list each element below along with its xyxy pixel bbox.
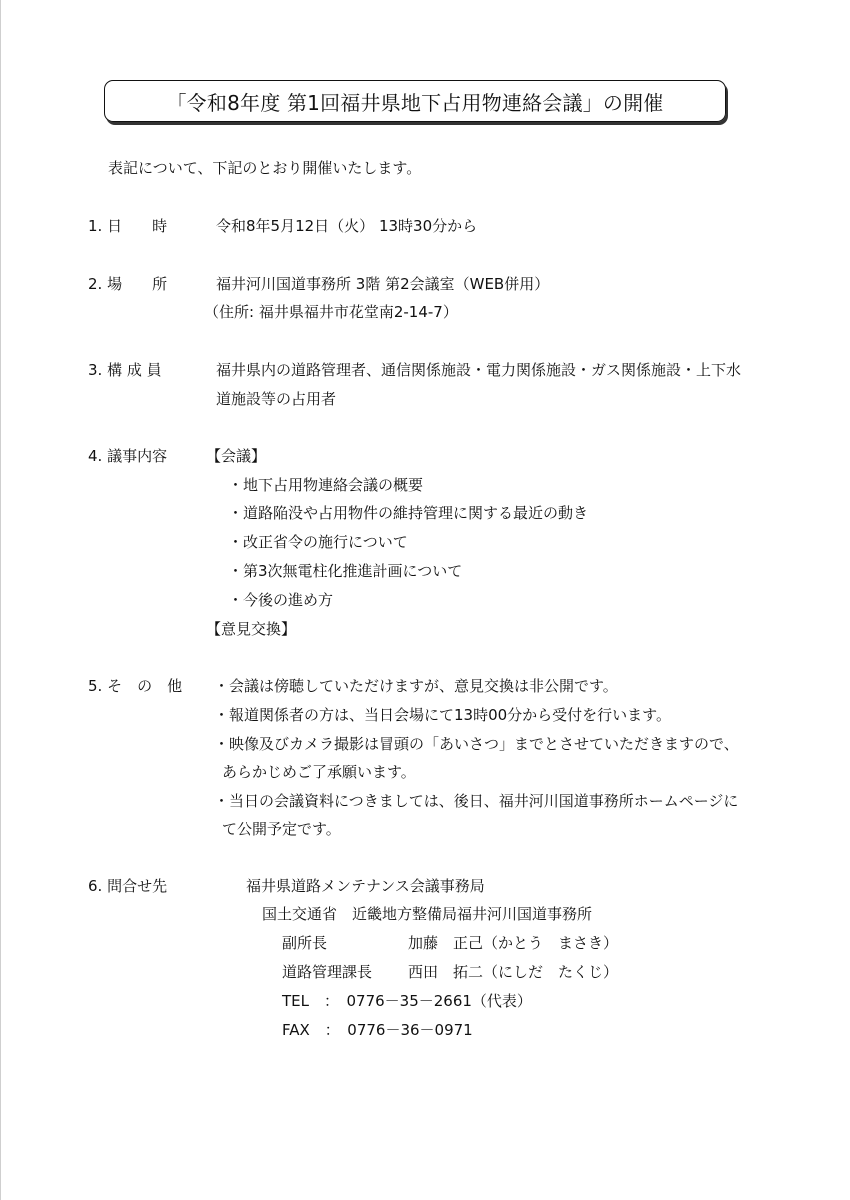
place-label: 2. 場 所 (88, 275, 168, 293)
members-line-2: 道施設等の占用者 (216, 390, 337, 408)
agenda-exchange-header: 【意見交換】 (206, 620, 297, 638)
contact-tel: TEL ： 0776－35－2661（代表） (282, 992, 532, 1010)
place-address: （住所: 福井県福井市花堂南2-14-7） (204, 303, 458, 321)
agenda-label: 4. 議事内容 (88, 447, 168, 465)
agenda-item: ・改正省令の施行について (228, 533, 408, 551)
other-line: て公開予定です。 (222, 820, 341, 838)
members-label: 3. 構 成 員 (88, 361, 162, 379)
other-line: ・会議は傍聴していただけますが、意見交換は非公開です。 (214, 677, 618, 695)
other-line: ・当日の会議資料につきましては、後日、福井河川国道事務所ホームページに (214, 792, 739, 810)
agenda-item: ・地下占用物連絡会議の概要 (228, 476, 424, 494)
page-edge-line (0, 0, 1, 1200)
contact-fax: FAX ： 0776－36－0971 (282, 1021, 473, 1039)
contact-name: 西田 拓二（にしだ たくじ） (408, 963, 619, 981)
contact-ministry: 国土交通省 近畿地方整備局福井河川国道事務所 (262, 905, 593, 923)
contact-label: 6. 問合せ先 (88, 877, 168, 895)
contact-name: 加藤 正己（かとう まさき） (408, 934, 619, 952)
place-value: 福井河川国道事務所 3階 第2会議室（WEB併用） (216, 275, 550, 293)
contact-role: 道路管理課長 (282, 963, 373, 981)
contact-office: 福井県道路メンテナンス会議事務局 (246, 877, 485, 895)
document-title: 「令和8年度 第1回福井県地下占用物連絡会議」の開催 (166, 90, 664, 115)
other-label: 5. そ の 他 (88, 677, 183, 695)
other-line: あらかじめご了承願います。 (222, 763, 416, 781)
title-box (104, 80, 726, 122)
contact-role: 副所長 (282, 934, 328, 952)
members-line-1: 福井県内の道路管理者、通信関係施設・電力関係施設・ガス関係施設・上下水 (216, 361, 742, 379)
datetime-label: 1. 日 時 (88, 217, 168, 235)
agenda-item: ・第3次無電柱化推進計画について (228, 562, 463, 580)
agenda-item: ・今後の進め方 (228, 591, 334, 609)
agenda-meeting-header: 【会議】 (206, 447, 267, 465)
intro-text: 表記について、下記のとおり開催いたします。 (108, 159, 422, 177)
other-line: ・報道関係者の方は、当日会場にて13時00分から受付を行います。 (214, 706, 671, 724)
other-line: ・映像及びカメラ撮影は冒頭の「あいさつ」までとさせていただきますので、 (214, 735, 739, 753)
datetime-value: 令和8年5月12日（火） 13時30分から (216, 217, 478, 235)
agenda-item: ・道路陥没や占用物件の維持管理に関する最近の動き (228, 504, 589, 522)
